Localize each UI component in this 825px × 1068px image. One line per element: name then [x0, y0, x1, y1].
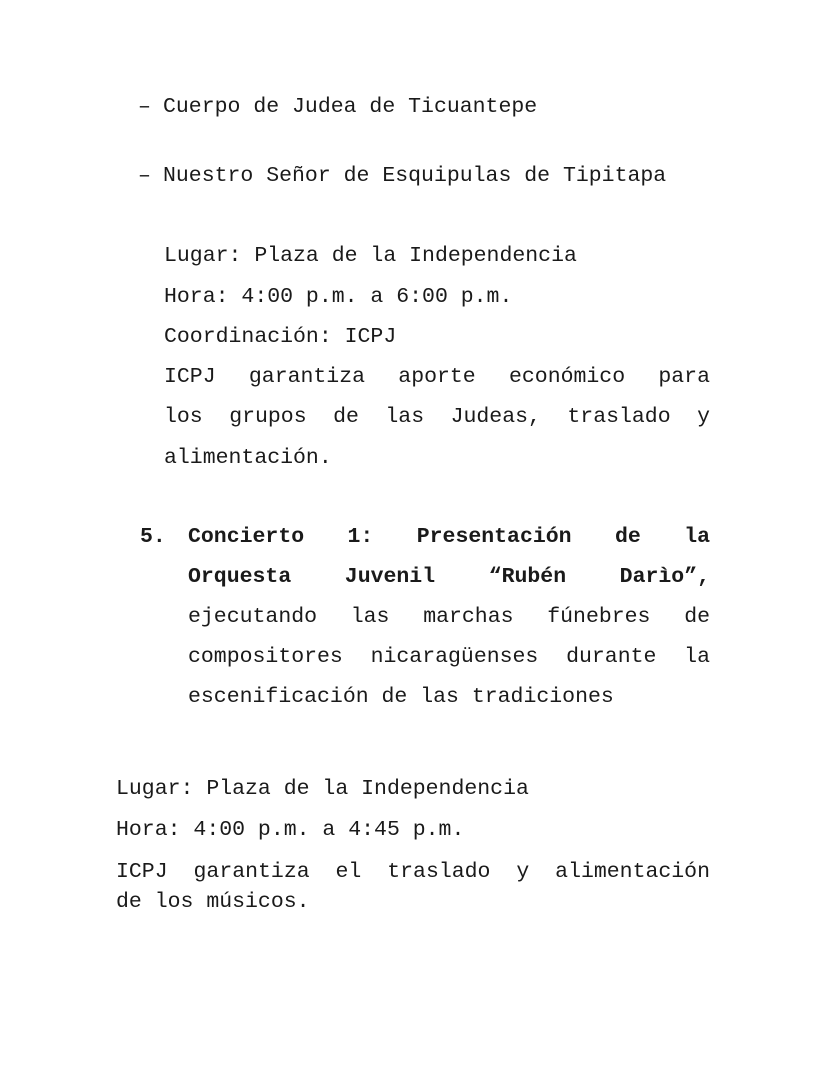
list-dash: –: [138, 164, 151, 188]
list-dash: –: [138, 95, 151, 119]
item-desc-line: compositores nicaragüenses durante la: [188, 645, 710, 669]
item-number: 5.: [140, 525, 166, 549]
note-line: de los músicos.: [116, 890, 310, 914]
list-item-text: Nuestro Señor de Esquipulas de Tipitapa: [163, 164, 667, 188]
list-item-text: Cuerpo de Judea de Ticuantepe: [163, 95, 538, 119]
note-line: alimentación.: [164, 446, 332, 470]
item-title-line: Orquesta Juvenil “Rubén Darìo”,: [188, 565, 710, 589]
note-line: ICPJ garantiza aporte económico para: [164, 365, 710, 389]
item-title-line: Concierto 1: Presentación de la: [188, 525, 710, 549]
location-line: Lugar: Plaza de la Independencia: [116, 777, 529, 801]
note-line: ICPJ garantiza el traslado y alimentación: [116, 860, 710, 884]
list-item: [138, 166, 718, 188]
location-line: Lugar: Plaza de la Independencia: [164, 244, 577, 268]
item-desc-line: escenificación de las tradiciones: [188, 685, 614, 709]
item-desc-line: ejecutando las marchas fúnebres de: [188, 605, 710, 629]
coordination-line: Coordinación: ICPJ: [164, 325, 397, 349]
note-line: los grupos de las Judeas, traslado y: [164, 405, 710, 429]
list-item: [138, 97, 718, 119]
time-line: Hora: 4:00 p.m. a 4:45 p.m.: [116, 818, 465, 842]
time-line: Hora: 4:00 p.m. a 6:00 p.m.: [164, 285, 513, 309]
